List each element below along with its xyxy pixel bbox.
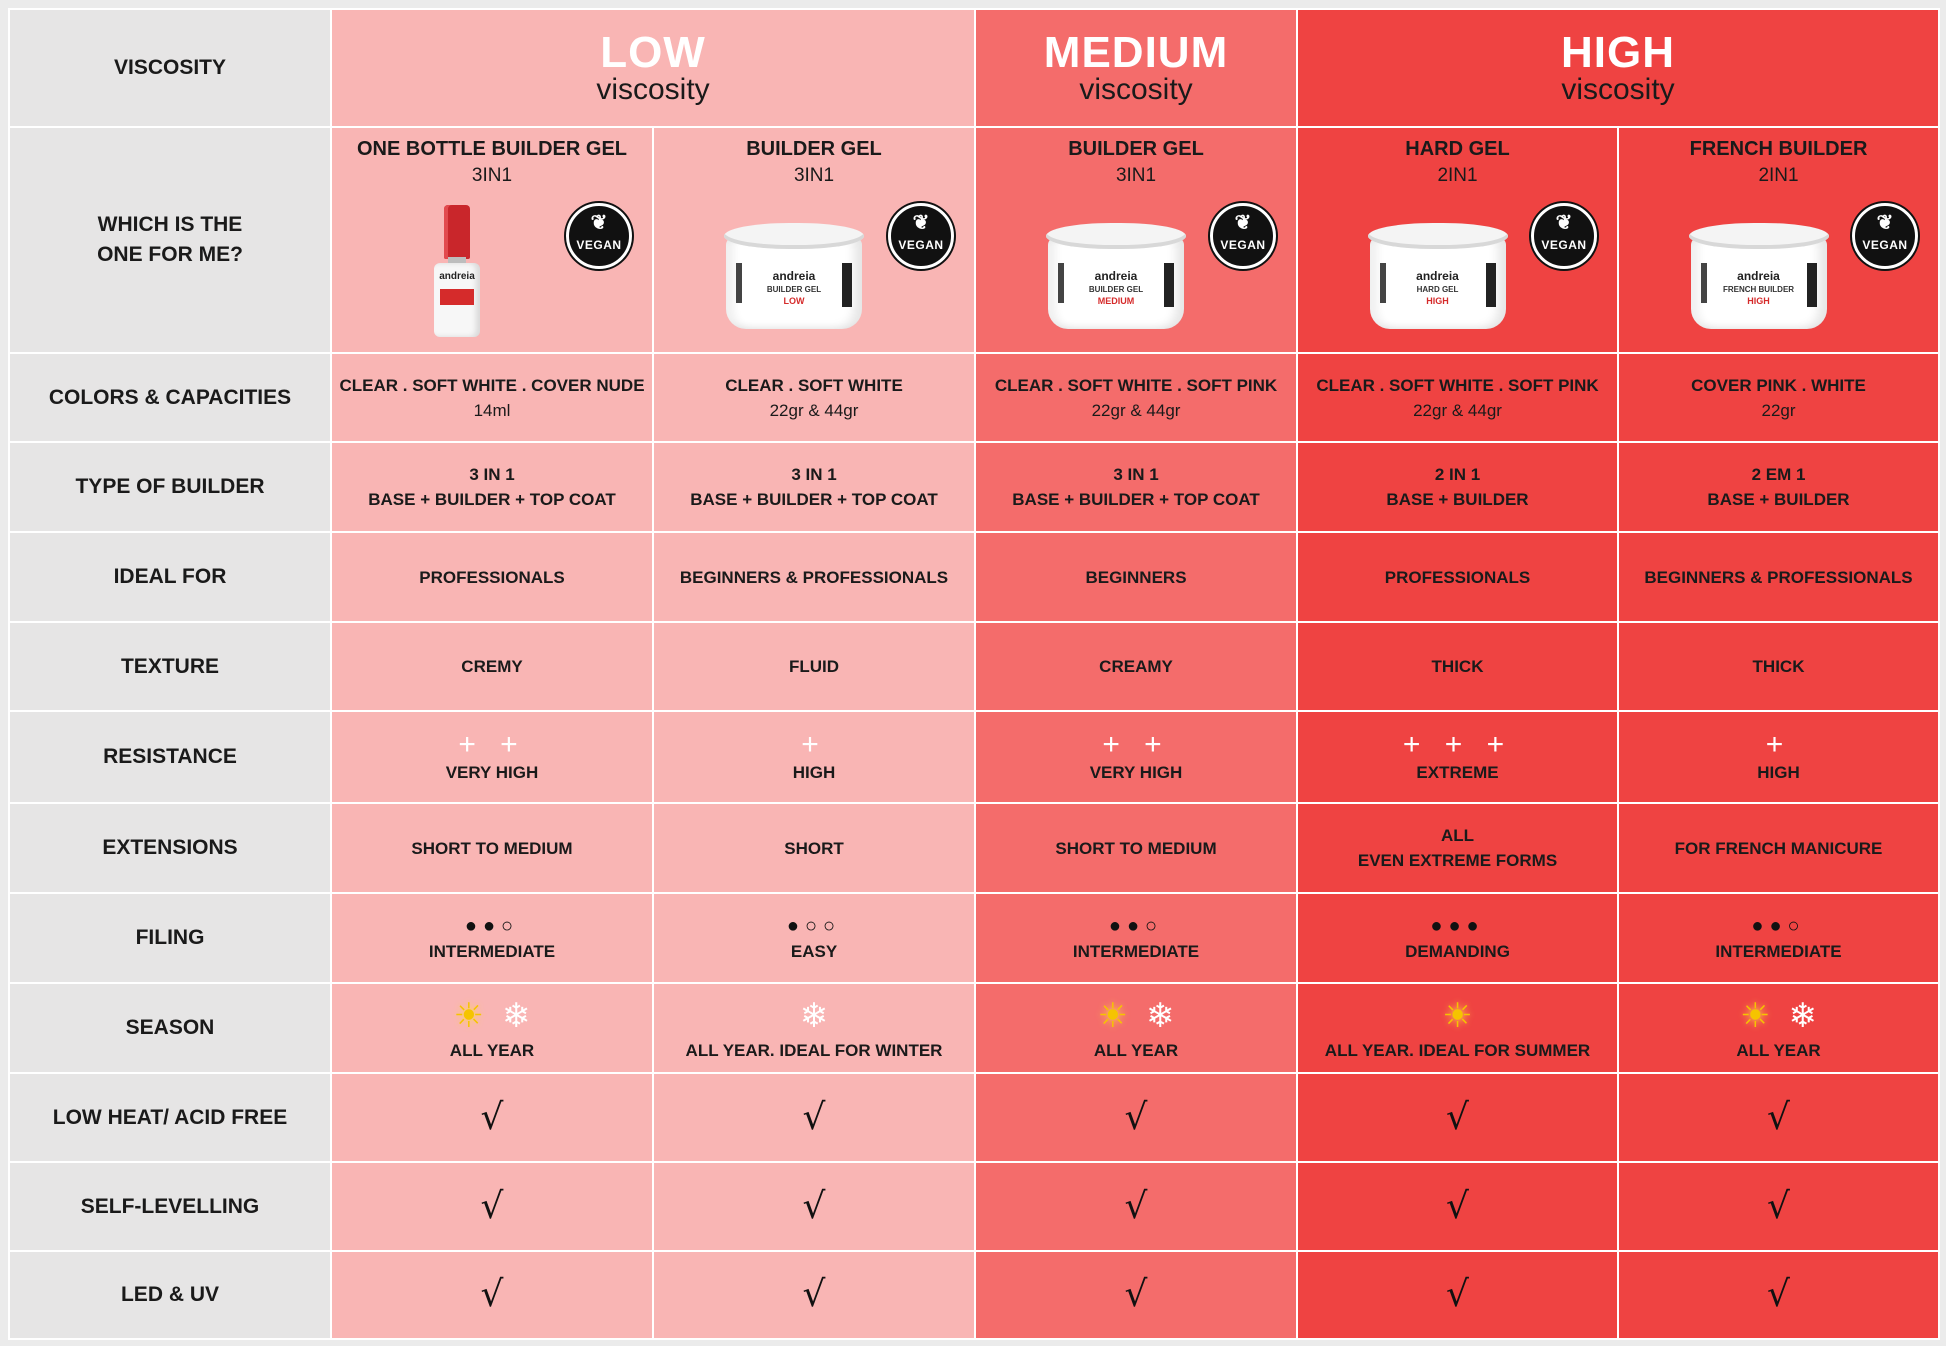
texture-cell: CREMY [331,622,653,711]
snowflake-icon: ❄ [799,996,829,1035]
snowflake-icon: ❄ [1788,996,1817,1035]
season-row [9,983,1939,1073]
colors-cell: CLEAR . SOFT WHITE . COVER NUDE 14ml [331,353,653,442]
check-icon: √ [1767,1185,1790,1227]
vegan-badge-icon: ❦ VEGAN [1531,203,1597,269]
colors-cell: CLEAR . SOFT WHITE 22gr & 44gr [653,353,975,442]
low-subtitle: viscosity [596,73,710,106]
jar-image: andreia BUILDER GEL LOW [724,223,864,335]
product-type: 3IN1 [793,165,835,186]
plus-icon: + [1765,727,1792,761]
filing-label: FILING [9,893,331,983]
medium-subtitle: viscosity [1079,73,1193,106]
plus-icon: + + [458,727,526,761]
product-image [1304,195,1611,345]
check-icon: √ [802,1185,826,1227]
vegan-badge-icon: ❦ VEGAN [1852,203,1918,269]
filing-cell: ●○○ EASY [653,893,975,983]
led-row [9,1251,1939,1339]
resistance-cell: + + VERY HIGH [331,711,653,803]
viscosity-comparison-table [8,8,1940,1340]
resistance-cell: + HIGH [1618,711,1939,803]
check-icon: √ [802,1096,826,1138]
dots-icon: ●○○ [786,914,842,937]
resistance-label: RESISTANCE [9,711,331,803]
season-label: SEASON [9,983,331,1073]
product-name: HARD GEL [1405,138,1510,160]
dots-icon: ●●○ [1751,914,1806,937]
texture-label: TEXTURE [9,622,331,711]
extensions-cell: ALL EVEN EXTREME FORMS [1297,803,1618,893]
medium-title: MEDIUM [1043,28,1229,77]
colors-cell: COVER PINK . WHITE 22gr [1618,353,1939,442]
dots-icon: ●●● [1430,914,1485,937]
product-image [982,195,1290,345]
product-name: BUILDER GEL [1068,138,1204,160]
check-icon: √ [1124,1096,1148,1138]
resistance-cell: + + + EXTREME [1297,711,1618,803]
colors-cell: CLEAR . SOFT WHITE . SOFT PINK 22gr & 44gr [1297,353,1618,442]
check-icon: √ [1446,1185,1469,1227]
filing-row [9,893,1939,983]
product-name: FRENCH BUILDER [1689,138,1868,160]
resistance-cell: + + VERY HIGH [975,711,1297,803]
viscosity-label: VISCOSITY [9,9,331,127]
texture-cell: FLUID [653,622,975,711]
plus-icon: + [801,727,827,761]
filing-cell: ●●○ INTERMEDIATE [1618,893,1939,983]
which-one-label [9,127,331,353]
ideal-row [9,532,1939,622]
check-icon: √ [1767,1274,1790,1315]
ideal-cell: BEGINNERS & PROFESSIONALS [653,532,975,622]
vegan-badge-icon: ❦ VEGAN [888,203,954,269]
product-type: 2IN1 [1437,165,1478,186]
sun-icon: ☀ [1740,996,1771,1035]
which-one-line1: WHICH IS THE [97,213,243,236]
ideal-cell: BEGINNERS & PROFESSIONALS [1618,532,1939,622]
dots-icon: ●●○ [1108,914,1164,937]
season-cell: ☀ ❄ ALL YEAR [1618,983,1939,1073]
texture-cell: THICK [1618,622,1939,711]
selflevel-label: SELF-LEVELLING [9,1162,331,1251]
viscosity-header-row [9,9,1939,127]
product-builder-gel-low [653,127,975,353]
jar-image: andreia BUILDER GEL MEDIUM [1046,223,1186,335]
season-cell: ☀ ❄ ALL YEAR [975,983,1297,1073]
type-cell: 2 EM 1 BASE + BUILDER [1618,442,1939,532]
product-french-builder [1618,127,1939,353]
which-one-line2: ONE FOR ME? [97,243,243,266]
texture-cell: THICK [1297,622,1618,711]
extensions-row [9,803,1939,893]
check-icon: √ [1446,1274,1469,1315]
type-cell: 3 IN 1 BASE + BUILDER + TOP COAT [653,442,975,532]
colors-cell: CLEAR . SOFT WHITE . SOFT PINK 22gr & 44gr [975,353,1297,442]
high-subtitle: viscosity [1561,73,1675,106]
product-hard-gel [1297,127,1618,353]
product-image [338,195,646,345]
colors-label: COLORS & CAPACITIES [9,353,331,442]
jar-image: andreia HARD GEL HIGH [1368,223,1508,335]
colors-row [9,353,1939,442]
extensions-cell: SHORT TO MEDIUM [331,803,653,893]
extensions-cell: SHORT TO MEDIUM [975,803,1297,893]
filing-cell: ●●● DEMANDING [1297,893,1618,983]
texture-row [9,622,1939,711]
dots-icon: ●●○ [464,914,520,937]
filing-cell: ●●○ INTERMEDIATE [975,893,1297,983]
check-icon: √ [802,1274,826,1315]
product-type: 3IN1 [471,165,513,186]
bottle-brand: andreia [439,271,475,282]
ideal-cell: PROFESSIONALS [331,532,653,622]
sun-icon: ☀ [1442,996,1473,1035]
resistance-row [9,711,1939,803]
product-row [9,127,1939,353]
ideal-label: IDEAL FOR [9,532,331,622]
extensions-cell: SHORT [653,803,975,893]
type-cell: 2 IN 1 BASE + BUILDER [1297,442,1618,532]
product-one-bottle-builder-gel [331,127,653,353]
check-icon: √ [1124,1185,1148,1227]
product-name: ONE BOTTLE BUILDER GEL [357,138,627,160]
vegan-badge-icon: ❦ VEGAN [566,203,632,269]
lowheat-row [9,1073,1939,1162]
type-row [9,442,1939,532]
product-image [660,195,968,345]
snowflake-icon: ❄ [501,996,531,1035]
low-title: LOW [600,28,706,77]
check-icon: √ [1767,1096,1790,1138]
season-cell: ❄ ALL YEAR. IDEAL FOR WINTER [653,983,975,1073]
selflevel-row [9,1162,1939,1251]
texture-cell: CREAMY [975,622,1297,711]
led-label: LED & UV [9,1251,331,1339]
plus-icon: + + [1102,727,1170,761]
snowflake-icon: ❄ [1146,996,1175,1035]
extensions-label: EXTENSIONS [9,803,331,893]
sun-icon: ☀ [453,996,484,1035]
product-name: BUILDER GEL [746,138,882,160]
vegan-badge-icon: ❦ VEGAN [1210,203,1276,269]
ideal-cell: PROFESSIONALS [1297,532,1618,622]
type-cell: 3 IN 1 BASE + BUILDER + TOP COAT [975,442,1297,532]
medium-viscosity-header [975,9,1297,127]
product-builder-gel-medium [975,127,1297,353]
bottle-image [432,205,482,339]
lowheat-label: LOW HEAT/ ACID FREE [9,1073,331,1162]
product-type: 3IN1 [1115,165,1157,186]
product-image [1625,195,1932,345]
high-title: HIGH [1561,28,1676,77]
sun-icon: ☀ [1097,996,1128,1035]
ideal-cell: BEGINNERS [975,532,1297,622]
filing-cell: ●●○ INTERMEDIATE [331,893,653,983]
check-icon: √ [480,1185,504,1227]
check-icon: √ [1446,1096,1469,1138]
jar-image: andreia FRENCH BUILDER HIGH [1689,223,1829,335]
check-icon: √ [480,1274,504,1315]
type-label: TYPE OF BUILDER [9,442,331,532]
check-icon: √ [1124,1274,1148,1315]
plus-icon: + + + [1402,727,1513,761]
season-cell: ☀ ❄ ALL YEAR [331,983,653,1073]
product-type: 2IN1 [1758,165,1799,186]
extensions-cell: FOR FRENCH MANICURE [1618,803,1939,893]
low-viscosity-header [331,9,975,127]
check-icon: √ [480,1096,504,1138]
season-cell: ☀ ALL YEAR. IDEAL FOR SUMMER [1297,983,1618,1073]
high-viscosity-header [1297,9,1939,127]
type-cell: 3 IN 1 BASE + BUILDER + TOP COAT [331,442,653,532]
resistance-cell: + HIGH [653,711,975,803]
